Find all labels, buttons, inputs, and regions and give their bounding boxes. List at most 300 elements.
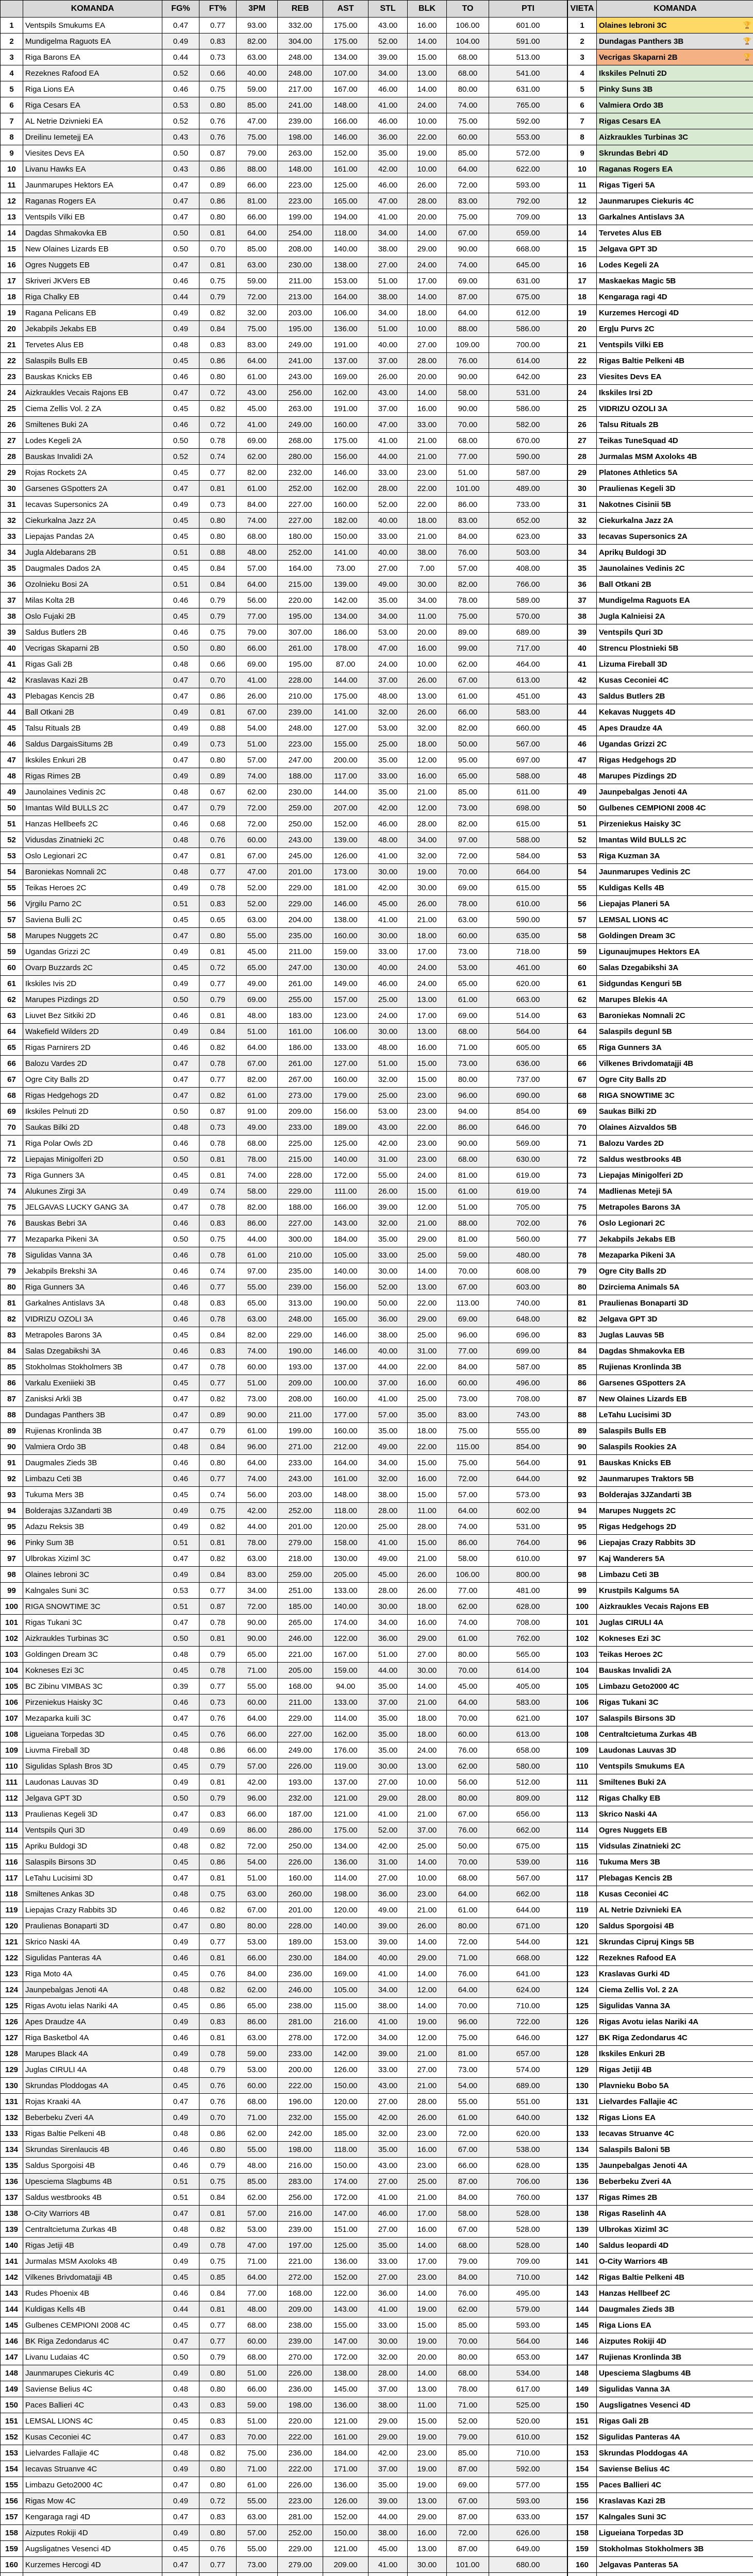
table-row[interactable]	[1, 2253, 567, 2269]
ranking-row[interactable]	[568, 1008, 753, 1024]
table-row[interactable]	[1, 241, 567, 257]
table-row[interactable]	[1, 497, 567, 513]
table-row[interactable]	[1, 816, 567, 832]
ranking-row[interactable]	[568, 2269, 753, 2285]
table-row[interactable]	[1, 1838, 567, 1854]
table-row[interactable]	[1, 1998, 567, 2014]
ranking-row[interactable]	[568, 1040, 753, 1056]
ranking-row[interactable]	[568, 720, 753, 736]
ranking-row[interactable]	[568, 1838, 753, 1854]
table-row[interactable]	[1, 2445, 567, 2461]
table-row[interactable]	[1, 848, 567, 864]
table-row[interactable]	[1, 640, 567, 656]
table-row[interactable]	[1, 2046, 567, 2062]
table-row[interactable]	[1, 1854, 567, 1870]
table-row[interactable]	[1, 18, 567, 33]
table-row[interactable]	[1, 944, 567, 960]
table-row[interactable]	[1, 768, 567, 784]
ranking-row[interactable]	[568, 2525, 753, 2541]
ranking-row[interactable]	[568, 257, 753, 273]
table-row[interactable]	[1, 928, 567, 944]
ranking-row[interactable]	[568, 1199, 753, 1215]
ranking-row[interactable]	[568, 545, 753, 561]
table-row[interactable]	[1, 2333, 567, 2349]
ranking-row[interactable]	[568, 1503, 753, 1519]
ranking-row[interactable]	[568, 848, 753, 864]
table-row[interactable]	[1, 1359, 567, 1375]
vieta-header[interactable]: VIETA	[568, 1, 597, 18]
table-row[interactable]	[1, 1439, 567, 1455]
table-row[interactable]	[1, 49, 567, 65]
ranking-row[interactable]	[568, 688, 753, 704]
ranking-row[interactable]	[568, 2573, 753, 2576]
ranking-row[interactable]	[568, 369, 753, 385]
table-row[interactable]	[1, 545, 567, 561]
table-row[interactable]	[1, 1263, 567, 1279]
ranking-row[interactable]	[568, 1120, 753, 1136]
ranking-row[interactable]	[568, 2078, 753, 2094]
ranking-row[interactable]	[568, 49, 753, 65]
table-row[interactable]	[1, 2525, 567, 2541]
ranking-row[interactable]	[568, 2222, 753, 2238]
ranking-row[interactable]	[568, 193, 753, 209]
table-row[interactable]	[1, 1631, 567, 1647]
ranking-row[interactable]	[568, 305, 753, 321]
ast-header[interactable]: AST	[323, 1, 369, 18]
table-row[interactable]	[1, 1599, 567, 1615]
table-row[interactable]	[1, 1423, 567, 1439]
table-row[interactable]	[1, 1183, 567, 1199]
ranking-row[interactable]	[568, 18, 753, 33]
table-row[interactable]	[1, 209, 567, 225]
ranking-row[interactable]	[568, 1072, 753, 1088]
table-row[interactable]	[1, 433, 567, 449]
table-row[interactable]	[1, 784, 567, 800]
table-row[interactable]	[1, 1822, 567, 1838]
table-row[interactable]	[1, 417, 567, 433]
ranking-row[interactable]	[568, 2445, 753, 2461]
table-row[interactable]	[1, 880, 567, 896]
table-row[interactable]	[1, 2142, 567, 2158]
table-row[interactable]	[1, 177, 567, 193]
ranking-row[interactable]	[568, 337, 753, 353]
ranking-row[interactable]	[568, 1519, 753, 1535]
ranking-row[interactable]	[568, 561, 753, 577]
ranking-row[interactable]	[568, 592, 753, 608]
table-row[interactable]	[1, 1136, 567, 1151]
table-row[interactable]	[1, 2461, 567, 2477]
stl-header[interactable]: STL	[369, 1, 408, 18]
ranking-row[interactable]	[568, 433, 753, 449]
ranking-row[interactable]	[568, 33, 753, 49]
table-row[interactable]	[1, 385, 567, 401]
table-row[interactable]	[1, 465, 567, 481]
ranking-row[interactable]	[568, 880, 753, 896]
ranking-row[interactable]	[568, 912, 753, 928]
table-row[interactable]	[1, 672, 567, 688]
table-row[interactable]	[1, 481, 567, 497]
ranking-row[interactable]	[568, 672, 753, 688]
table-row[interactable]	[1, 1742, 567, 1758]
ranking-row[interactable]	[568, 1647, 753, 1663]
ranking-row[interactable]	[568, 129, 753, 145]
table-row[interactable]	[1, 305, 567, 321]
ranking-row[interactable]	[568, 2333, 753, 2349]
ranking-row[interactable]	[568, 1535, 753, 1551]
ranking-row[interactable]	[568, 2062, 753, 2078]
table-row[interactable]	[1, 2285, 567, 2301]
table-row[interactable]	[1, 1870, 567, 1886]
table-row[interactable]	[1, 401, 567, 417]
ranking-row[interactable]	[568, 1167, 753, 1183]
ranking-row[interactable]	[568, 704, 753, 720]
ranking-row[interactable]	[568, 816, 753, 832]
table-row[interactable]	[1, 1407, 567, 1423]
fg-header[interactable]: FG%	[162, 1, 199, 18]
ranking-row[interactable]	[568, 624, 753, 640]
table-row[interactable]	[1, 2365, 567, 2381]
ranking-row[interactable]	[568, 1982, 753, 1998]
ranking-row[interactable]	[568, 2030, 753, 2046]
ranking-row[interactable]	[568, 65, 753, 81]
ranking-row[interactable]	[568, 2509, 753, 2525]
ranking-row[interactable]	[568, 1215, 753, 1231]
ranking-row[interactable]	[568, 784, 753, 800]
table-row[interactable]	[1, 1375, 567, 1391]
ranking-row[interactable]	[568, 2317, 753, 2333]
table-row[interactable]	[1, 1247, 567, 1263]
table-row[interactable]	[1, 1535, 567, 1551]
ranking-row[interactable]	[568, 1439, 753, 1455]
table-row[interactable]	[1, 1966, 567, 1982]
ranking-row[interactable]	[568, 1551, 753, 1567]
ranking-row[interactable]	[568, 161, 753, 177]
ranking-row[interactable]	[568, 209, 753, 225]
table-row[interactable]	[1, 1215, 567, 1231]
ranking-row[interactable]	[568, 417, 753, 433]
table-row[interactable]	[1, 1694, 567, 1710]
ranking-row[interactable]	[568, 1870, 753, 1886]
ranking-row[interactable]	[568, 1136, 753, 1151]
table-row[interactable]	[1, 1679, 567, 1694]
ranking-row[interactable]	[568, 177, 753, 193]
ranking-row[interactable]	[568, 1758, 753, 1774]
table-row[interactable]	[1, 1056, 567, 1072]
table-row[interactable]	[1, 1487, 567, 1503]
ranking-row[interactable]	[568, 1631, 753, 1647]
table-row[interactable]	[1, 2413, 567, 2429]
table-row[interactable]	[1, 1551, 567, 1567]
blk-header[interactable]: BLK	[408, 1, 447, 18]
table-row[interactable]	[1, 1710, 567, 1726]
table-row[interactable]	[1, 624, 567, 640]
ranking-row[interactable]	[568, 401, 753, 417]
ranking-row[interactable]	[568, 1183, 753, 1199]
table-row[interactable]	[1, 992, 567, 1008]
table-row[interactable]	[1, 1343, 567, 1359]
table-row[interactable]	[1, 2174, 567, 2190]
ranking-row[interactable]	[568, 656, 753, 672]
table-row[interactable]	[1, 2062, 567, 2078]
table-row[interactable]	[1, 257, 567, 273]
table-row[interactable]	[1, 2078, 567, 2094]
table-row[interactable]	[1, 2222, 567, 2238]
rank-header[interactable]	[1, 1, 23, 18]
ranking-row[interactable]	[568, 1774, 753, 1790]
table-row[interactable]	[1, 608, 567, 624]
ranking-row[interactable]	[568, 2126, 753, 2142]
ranking-row[interactable]	[568, 1966, 753, 1982]
table-row[interactable]	[1, 2301, 567, 2317]
ranking-row[interactable]	[568, 1742, 753, 1758]
ranking-row[interactable]	[568, 529, 753, 545]
ranking-row[interactable]	[568, 2253, 753, 2269]
table-row[interactable]	[1, 273, 567, 289]
table-row[interactable]	[1, 113, 567, 129]
ranking-row[interactable]	[568, 1455, 753, 1471]
ranking-row[interactable]	[568, 1423, 753, 1439]
table-row[interactable]	[1, 577, 567, 592]
pts-header[interactable]: PTI	[489, 1, 567, 18]
ranking-row[interactable]	[568, 864, 753, 880]
ranking-row[interactable]	[568, 944, 753, 960]
table-row[interactable]	[1, 896, 567, 912]
table-row[interactable]	[1, 704, 567, 720]
ranking-row[interactable]	[568, 896, 753, 912]
ranking-row[interactable]	[568, 1854, 753, 1870]
ranking-row[interactable]	[568, 449, 753, 465]
table-row[interactable]	[1, 1519, 567, 1535]
table-row[interactable]	[1, 1311, 567, 1327]
table-row[interactable]	[1, 2509, 567, 2525]
table-row[interactable]	[1, 1231, 567, 1247]
table-row[interactable]	[1, 2110, 567, 2126]
ranking-row[interactable]	[568, 1263, 753, 1279]
ranking-row[interactable]	[568, 1231, 753, 1247]
ranking-row[interactable]	[568, 2110, 753, 2126]
ranking-row[interactable]	[568, 1279, 753, 1295]
ranking-row[interactable]	[568, 1407, 753, 1423]
table-row[interactable]	[1, 161, 567, 177]
ranking-row[interactable]	[568, 2094, 753, 2110]
ranking-row[interactable]	[568, 1375, 753, 1391]
ft-header[interactable]: FT%	[199, 1, 237, 18]
table-row[interactable]	[1, 369, 567, 385]
ranking-row[interactable]	[568, 385, 753, 401]
table-row[interactable]	[1, 1151, 567, 1167]
table-row[interactable]	[1, 1950, 567, 1966]
table-row[interactable]	[1, 561, 567, 577]
table-row[interactable]	[1, 529, 567, 545]
table-row[interactable]	[1, 33, 567, 49]
table-row[interactable]	[1, 2541, 567, 2557]
table-row[interactable]	[1, 1567, 567, 1583]
table-row[interactable]	[1, 1647, 567, 1663]
ranking-row[interactable]	[568, 1024, 753, 1040]
ranking-row[interactable]	[568, 2349, 753, 2365]
table-row[interactable]	[1, 976, 567, 992]
table-row[interactable]	[1, 1104, 567, 1120]
table-row[interactable]	[1, 1471, 567, 1487]
table-row[interactable]	[1, 912, 567, 928]
table-row[interactable]	[1, 752, 567, 768]
table-row[interactable]	[1, 1726, 567, 1742]
ranking-row[interactable]	[568, 1391, 753, 1407]
table-row[interactable]	[1, 2206, 567, 2222]
ranking-row[interactable]	[568, 2541, 753, 2557]
table-row[interactable]	[1, 2349, 567, 2365]
ranking-row[interactable]	[568, 2238, 753, 2253]
ranking-row[interactable]	[568, 2301, 753, 2317]
ranking-row[interactable]	[568, 273, 753, 289]
table-row[interactable]	[1, 193, 567, 209]
table-row[interactable]	[1, 720, 567, 736]
ranking-row[interactable]	[568, 2142, 753, 2158]
ranking-row[interactable]	[568, 2381, 753, 2397]
ranking-row[interactable]	[568, 768, 753, 784]
ranking-row[interactable]	[568, 1104, 753, 1120]
table-row[interactable]	[1, 1455, 567, 1471]
table-row[interactable]	[1, 1279, 567, 1295]
table-row[interactable]	[1, 2381, 567, 2397]
table-row[interactable]	[1, 2269, 567, 2285]
ranking-row[interactable]	[568, 960, 753, 976]
ranking-row[interactable]	[568, 465, 753, 481]
table-row[interactable]	[1, 1040, 567, 1056]
table-row[interactable]	[1, 1503, 567, 1519]
table-row[interactable]	[1, 1199, 567, 1215]
table-row[interactable]	[1, 2429, 567, 2445]
table-row[interactable]	[1, 1583, 567, 1599]
ranking-row[interactable]	[568, 1295, 753, 1311]
table-row[interactable]	[1, 2573, 567, 2576]
ranking-row[interactable]	[568, 145, 753, 161]
table-row[interactable]	[1, 1120, 567, 1136]
ranking-team-header[interactable]: KOMANDA	[597, 1, 753, 18]
ranking-row[interactable]	[568, 752, 753, 768]
ranking-row[interactable]	[568, 992, 753, 1008]
table-row[interactable]	[1, 1790, 567, 1806]
ranking-row[interactable]	[568, 1487, 753, 1503]
table-row[interactable]	[1, 2014, 567, 2030]
table-row[interactable]	[1, 353, 567, 369]
table-row[interactable]	[1, 1088, 567, 1104]
reb-header[interactable]: REB	[278, 1, 323, 18]
ranking-row[interactable]	[568, 2046, 753, 2062]
table-row[interactable]	[1, 1918, 567, 1934]
table-row[interactable]	[1, 225, 567, 241]
ranking-row[interactable]	[568, 321, 753, 337]
ranking-row[interactable]	[568, 1583, 753, 1599]
ranking-row[interactable]	[568, 1934, 753, 1950]
ranking-row[interactable]	[568, 1886, 753, 1902]
table-row[interactable]	[1, 656, 567, 672]
table-row[interactable]	[1, 97, 567, 113]
ranking-row[interactable]	[568, 1806, 753, 1822]
ranking-row[interactable]	[568, 113, 753, 129]
table-row[interactable]	[1, 1774, 567, 1790]
ranking-row[interactable]	[568, 2557, 753, 2573]
table-row[interactable]	[1, 1806, 567, 1822]
ranking-row[interactable]	[568, 1694, 753, 1710]
ranking-row[interactable]	[568, 2493, 753, 2509]
ranking-row[interactable]	[568, 1247, 753, 1263]
table-row[interactable]	[1, 1663, 567, 1679]
ranking-row[interactable]	[568, 1343, 753, 1359]
table-row[interactable]	[1, 289, 567, 305]
table-row[interactable]	[1, 2477, 567, 2493]
ranking-row[interactable]	[568, 2461, 753, 2477]
table-row[interactable]	[1, 2030, 567, 2046]
table-row[interactable]	[1, 65, 567, 81]
ranking-row[interactable]	[568, 1663, 753, 1679]
table-row[interactable]	[1, 81, 567, 97]
ranking-row[interactable]	[568, 2158, 753, 2174]
table-row[interactable]	[1, 2557, 567, 2573]
ranking-row[interactable]	[568, 497, 753, 513]
table-row[interactable]	[1, 1902, 567, 1918]
table-row[interactable]	[1, 1886, 567, 1902]
table-row[interactable]	[1, 2094, 567, 2110]
ranking-row[interactable]	[568, 640, 753, 656]
table-row[interactable]	[1, 145, 567, 161]
three-header[interactable]: 3PM	[237, 1, 278, 18]
to-header[interactable]: TO	[447, 1, 489, 18]
ranking-row[interactable]	[568, 2014, 753, 2030]
table-row[interactable]	[1, 1295, 567, 1311]
ranking-row[interactable]	[568, 608, 753, 624]
ranking-row[interactable]	[568, 976, 753, 992]
ranking-row[interactable]	[568, 1359, 753, 1375]
table-row[interactable]	[1, 2493, 567, 2509]
table-row[interactable]	[1, 337, 567, 353]
ranking-row[interactable]	[568, 1822, 753, 1838]
ranking-row[interactable]	[568, 577, 753, 592]
ranking-row[interactable]	[568, 1679, 753, 1694]
ranking-row[interactable]	[568, 2397, 753, 2413]
ranking-row[interactable]	[568, 513, 753, 529]
table-row[interactable]	[1, 2317, 567, 2333]
ranking-row[interactable]	[568, 97, 753, 113]
table-row[interactable]	[1, 960, 567, 976]
team-header[interactable]: KOMANDA	[23, 1, 162, 18]
ranking-row[interactable]	[568, 2285, 753, 2301]
table-row[interactable]	[1, 1024, 567, 1040]
table-row[interactable]	[1, 1008, 567, 1024]
ranking-row[interactable]	[568, 81, 753, 97]
ranking-row[interactable]	[568, 2477, 753, 2493]
ranking-row[interactable]	[568, 1471, 753, 1487]
ranking-row[interactable]	[568, 1710, 753, 1726]
table-row[interactable]	[1, 688, 567, 704]
table-row[interactable]	[1, 864, 567, 880]
ranking-row[interactable]	[568, 2365, 753, 2381]
table-row[interactable]	[1, 832, 567, 848]
table-row[interactable]	[1, 2158, 567, 2174]
ranking-row[interactable]	[568, 1790, 753, 1806]
table-row[interactable]	[1, 1327, 567, 1343]
ranking-row[interactable]	[568, 1056, 753, 1072]
table-row[interactable]	[1, 1615, 567, 1631]
ranking-row[interactable]	[568, 1567, 753, 1583]
ranking-row[interactable]	[568, 1918, 753, 1934]
table-row[interactable]	[1, 1982, 567, 1998]
table-row[interactable]	[1, 129, 567, 145]
ranking-row[interactable]	[568, 225, 753, 241]
table-row[interactable]	[1, 1391, 567, 1407]
table-row[interactable]	[1, 2397, 567, 2413]
ranking-row[interactable]	[568, 1327, 753, 1343]
